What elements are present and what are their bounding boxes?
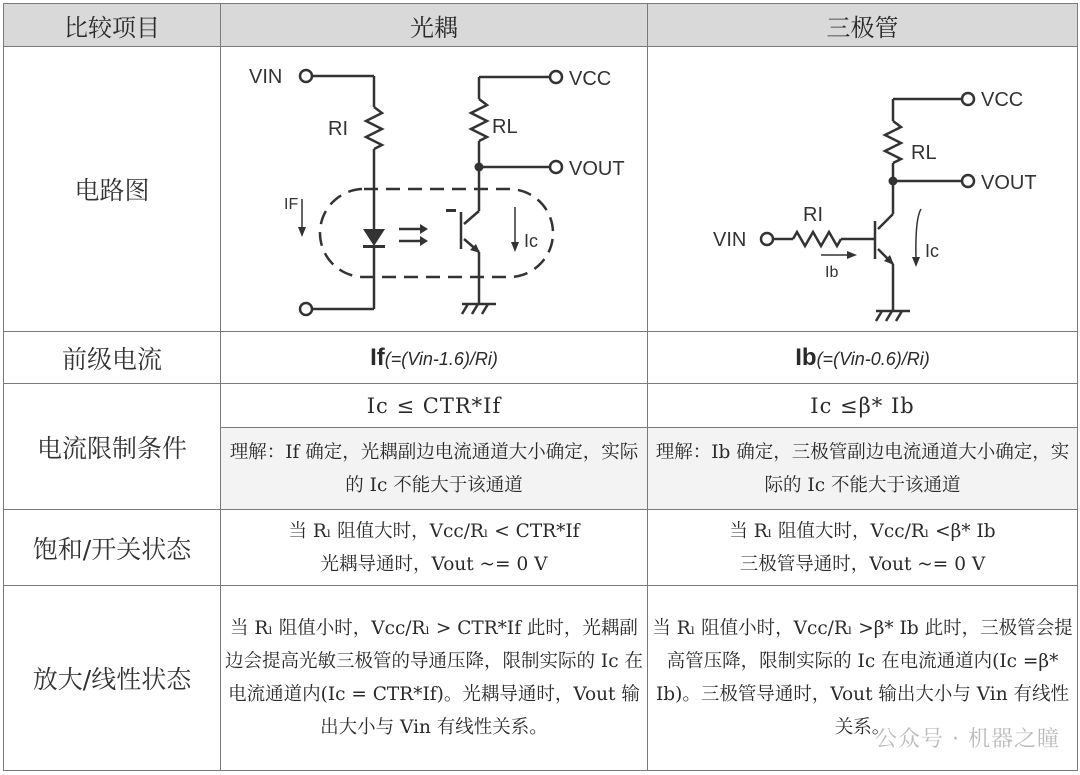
opto-limit-note: 理解：If 确定，光耦副边电流通道大小确定，实际的 Ic 不能大于该通道 — [221, 428, 648, 510]
saturation-label: 饱和/开关状态 — [4, 510, 221, 586]
front-current-label: 前级电流 — [4, 332, 221, 384]
opto-saturation-cell — [221, 510, 648, 586]
bjt-saturation-cell — [648, 510, 1078, 586]
opto-ic-label: Ic — [524, 231, 539, 251]
bjt-saturation-line2: 三极管导通时，Vout ~= 0 V — [739, 553, 986, 575]
optocoupler-circuit-diagram — [224, 49, 644, 329]
comparison-table — [3, 3, 1078, 771]
bjt-vout-label: VOUT — [980, 172, 1037, 194]
bjt-front-current — [648, 332, 1078, 384]
opto-current-expression: (=(Vin-1.6)/Ri) — [384, 348, 498, 369]
bjt-ib-label: Ib — [824, 264, 838, 281]
circuit-row — [4, 47, 1078, 332]
bjt-linear-text: 当 Rₗ 阻值小时，Vcc/Rₗ >β* Ib 此时，三极管会提高管压降，限制实际的 Ic 在电流通道内(Ic =β* Ib)。三极管导通时，Vout 输出大小与 Vin 有线性关系。 — [648, 586, 1078, 771]
bjt-circuit-cell — [648, 47, 1078, 332]
bjt-vin-label: VIN — [712, 229, 746, 251]
bjt-ic-label: Ic — [924, 241, 939, 261]
saturation-row — [4, 510, 1078, 586]
circuit-label: 电路图 — [4, 47, 221, 332]
bjt-saturation-line1: 当 Rₗ 阻值大时，Vcc/Rₗ <β* Ib — [729, 520, 996, 542]
opto-saturation-line1: 当 Rₗ 阻值大时，Vcc/Rₗ < CTR*If — [288, 520, 580, 542]
opto-ri-label: RI — [328, 118, 348, 140]
header-item: 比较项目 — [4, 4, 221, 47]
header-optocoupler: 光耦 — [221, 4, 648, 47]
front-current-row — [4, 332, 1078, 384]
bjt-limit-note: 理解：Ib 确定，三极管副边电流通道大小确定，实际的 Ic 不能大于该通道 — [648, 428, 1078, 510]
limit-row — [4, 384, 1078, 428]
bjt-ri-label: RI — [802, 204, 823, 226]
bjt-limit-formula: Ic ≤β* Ib — [648, 384, 1078, 428]
opto-current-symbol: If — [370, 343, 385, 371]
header-row — [4, 4, 1078, 47]
opto-limit-formula: Ic ≤ CTR*If — [221, 384, 648, 428]
bjt-rl-label: RL — [910, 142, 937, 164]
header-transistor: 三极管 — [648, 4, 1078, 47]
opto-saturation-line2: 光耦导通时，Vout ~= 0 V — [320, 553, 548, 575]
opto-vin-label: VIN — [249, 66, 283, 88]
linear-label: 放大/线性状态 — [4, 586, 221, 771]
bjt-vcc-label: VCC — [980, 89, 1023, 111]
bjt-current-symbol: Ib — [795, 343, 817, 371]
opto-vcc-label: VCC — [569, 68, 612, 90]
opto-if-label: IF — [284, 196, 299, 213]
opto-front-current — [221, 332, 648, 384]
opto-linear-text: 当 Rₗ 阻值小时，Vcc/Rₗ > CTR*If 此时，光耦副边会提高光敏三极管的导通压降，限制实际的 Ic 在电流通道内(Ic = CTR*If)。光耦导通时，Vout 输出大小与 Vin 有线性关系。 — [221, 586, 648, 771]
opto-rl-label: RL — [492, 116, 518, 138]
limit-label: 电流限制条件 — [4, 384, 221, 510]
bjt-current-expression: (=(Vin-0.6)/Ri) — [816, 348, 930, 369]
opto-vout-label: VOUT — [569, 158, 625, 180]
transistor-circuit-diagram — [653, 49, 1073, 329]
opto-circuit-cell — [221, 47, 648, 332]
watermark: 公众号 · 机器之瞳 — [875, 727, 1060, 752]
